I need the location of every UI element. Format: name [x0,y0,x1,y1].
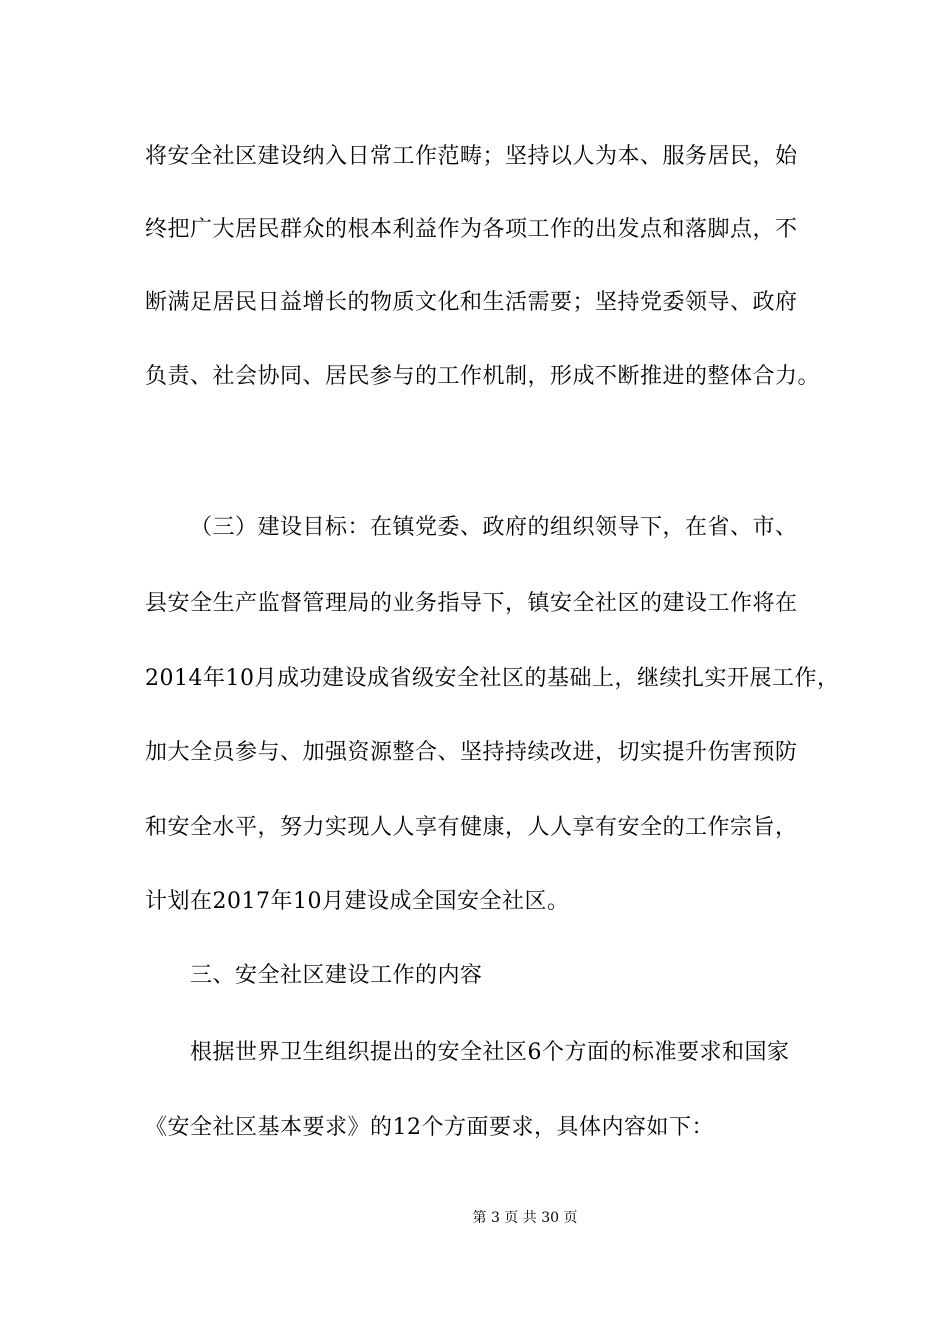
paragraph3-line-2: 《安全社区基本要求》的12个方面要求，具体内容如下： [145,1115,714,1140]
paragraph2-line-1: （三）建设目标：在镇党委、政府的组织领导下，在省、市、 [190,515,798,540]
paragraph2-line-4: 加大全员参与、加强资源整合、坚持持续改进，切实提升伤害预防 [145,740,798,765]
paragraph2-line-3: 2014年10月成功建设成省级安全社区的基础上，继续扎实开展工作， [145,666,840,691]
paragraph3-line-1: 根据世界卫生组织提出的安全社区6个方面的标准要求和国家 [190,1040,790,1065]
paragraph1-line-1: 将安全社区建设纳入日常工作范畴；坚持以人为本、服务居民，始 [145,144,798,169]
paragraph1-line-3: 断满足居民日益增长的物质文化和生活需要；坚持党委领导、政府 [145,290,798,315]
paragraph2-line-6: 计划在2017年10月建设成全国安全社区。 [145,889,570,914]
paragraph2-line-2: 县安全生产监督管理局的业务指导下，镇安全社区的建设工作将在 [145,591,798,616]
paragraph1-line-4: 负责、社会协同、居民参与的工作机制，形成不断推进的整体合力。 [145,364,821,389]
paragraph2-line-5: 和安全水平，努力实现人人享有健康，人人享有安全的工作宗旨， [145,815,798,840]
page-number-footer: 第 3 页 共 30 页 [472,1210,578,1226]
section-heading: 三、安全社区建设工作的内容 [190,963,483,988]
paragraph1-line-2: 终把广大居民群众的根本利益作为各项工作的出发点和落脚点，不 [145,217,798,242]
